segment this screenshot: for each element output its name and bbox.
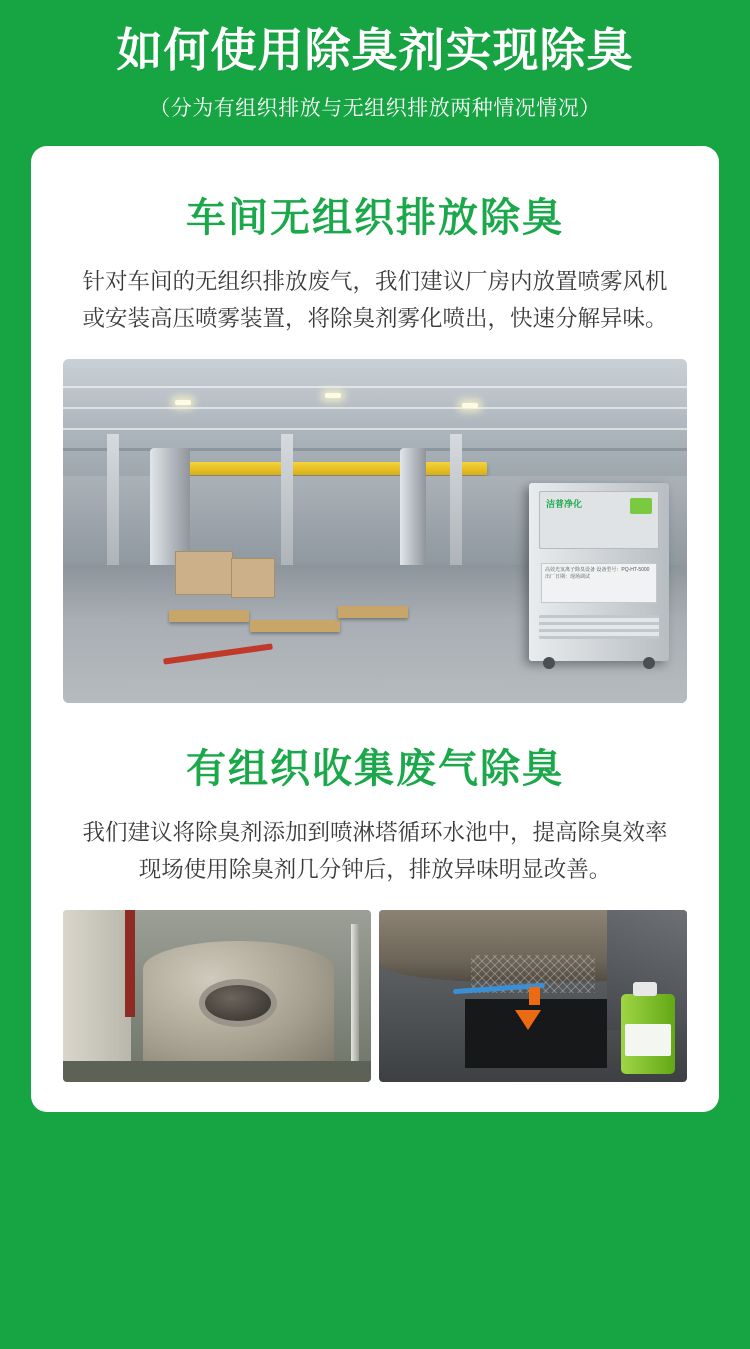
arrow-down-icon: [515, 1010, 541, 1030]
status-indicator: [630, 498, 652, 514]
section-title-unorganized: 车间无组织排放除臭: [186, 195, 564, 240]
bottle-label: [625, 1024, 671, 1056]
control-panel: [539, 491, 659, 549]
wood-pallet: [169, 610, 249, 622]
vertical-pipe: [351, 924, 359, 1072]
overhead-crane: [163, 462, 487, 475]
manhole-cover: [199, 979, 277, 1027]
wall-surface: [63, 910, 131, 1082]
section-body-unorganized: 针对车间的无组织排放废气，我们建议厂房内放置喷雾风机或安装高压喷雾装置，将除臭剂雾化喷出，快速分解异味。: [82, 268, 668, 331]
spec-label: 高效光氢离子除臭设备 设备型号：PQ-HT-5000 出厂日期：现场调试: [541, 563, 657, 603]
bottle-cap: [633, 982, 657, 996]
vent-grille: [539, 615, 659, 640]
page-title: 如何使用除臭剂实现除臭: [116, 24, 634, 76]
structural-column: [107, 434, 119, 565]
truss-line: [63, 407, 687, 409]
poster-header: [0, 0, 750, 122]
carton-box: [175, 551, 233, 595]
ceiling-light: [462, 403, 478, 408]
truss-line: [63, 386, 687, 388]
deodorizing-machine: [529, 483, 669, 662]
carton-box: [231, 558, 275, 598]
ceiling-light: [175, 400, 191, 405]
structural-column: [450, 434, 462, 565]
structural-column: [281, 434, 293, 565]
red-post: [125, 910, 135, 1017]
arrow-down-icon: [529, 987, 540, 1005]
section-body-organized: 我们建议将除臭剂添加到喷淋塔循环水池中，提高除臭效率现场使用除臭剂几分钟后，排放异味明显改善。: [82, 819, 668, 882]
workshop-photo: [63, 359, 687, 703]
truss-line: [63, 428, 687, 430]
section-title-organized: 有组织收集废气除臭: [186, 746, 564, 791]
wood-pallet: [338, 606, 408, 618]
brand-label: 洁普净化: [546, 498, 583, 509]
photo-row: [63, 910, 687, 1082]
ceiling-light: [325, 393, 341, 398]
dosing-photo: [379, 910, 687, 1082]
page-subtitle: （分为有组织排放与无组织排放两种情况情况）: [149, 96, 601, 120]
ground-surface: [63, 1061, 371, 1082]
content-card: [31, 146, 719, 1113]
wood-pallet: [250, 620, 340, 632]
water-tank-photo: [63, 910, 371, 1082]
deodorizer-bottle: [621, 994, 675, 1074]
